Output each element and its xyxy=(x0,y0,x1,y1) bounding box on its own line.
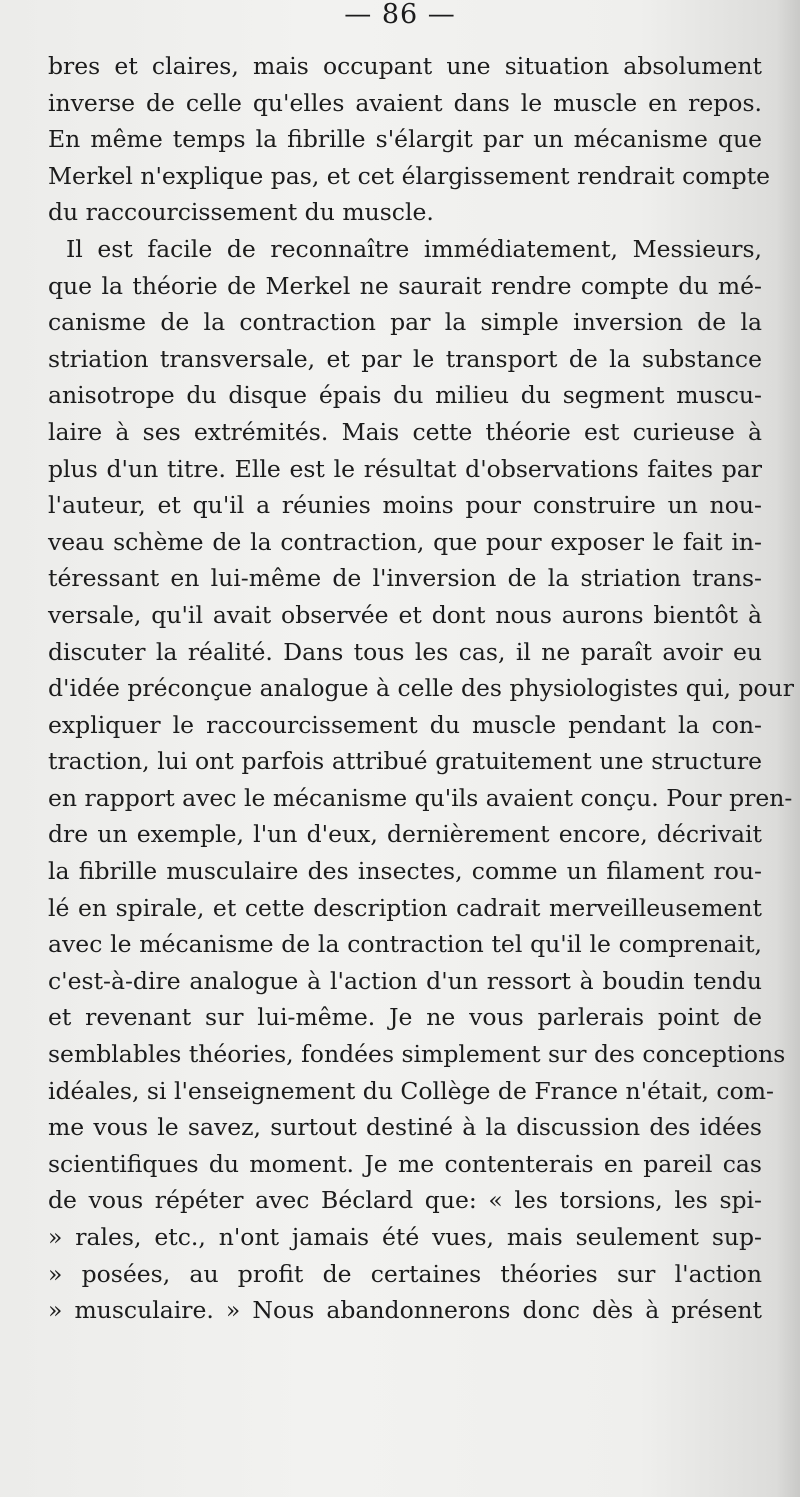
text-line: idéales, si l'enseignement du Collège de France n'était, com- xyxy=(48,1076,774,1105)
text-line: versale, qu'il avait observée et dont nous aurons bientôt à xyxy=(48,600,762,629)
text-line: » posées, au profit de certaines théories sur l'action xyxy=(48,1259,762,1288)
text-line: en rapport avec le mécanisme qu'ils avaient conçu. Pour pren- xyxy=(48,783,793,812)
text-line: traction, lui ont parfois attribué gratuitement une structure xyxy=(48,747,762,776)
page-number: — 86 — xyxy=(344,0,456,30)
text-line: laire à ses extrémités. Mais cette théorie est curieuse à xyxy=(48,417,762,446)
text-line: l'auteur, et qu'il a réunies moins pour construire un nou- xyxy=(48,491,762,520)
text-line: canisme de la contraction par la simple inversion de la xyxy=(48,308,762,337)
text-line: du raccourcissement du muscle. xyxy=(48,198,434,227)
text-line: plus d'un titre. Elle est le résultat d'observations faites par xyxy=(48,454,762,483)
text-line: bres et claires, mais occupant une situation absolument xyxy=(48,52,762,80)
text-line: me vous le savez, surtout destiné à la discussion des idées xyxy=(48,1113,762,1142)
text-line: que la théorie de Merkel ne saurait rendre compte du mé- xyxy=(48,271,762,300)
text-line: dre un exemple, l'un d'eux, dernièrement encore, décrivait xyxy=(48,820,762,849)
text-line: avec le mécanisme de la contraction tel qu'il le comprenait, xyxy=(48,930,762,959)
body-text xyxy=(48,48,794,1329)
text-line: veau schème de la contraction, que pour exposer le fait in- xyxy=(48,527,762,556)
text-line: c'est-à-dire analogue à l'action d'un ressort à boudin tendu xyxy=(48,966,762,995)
text-line: semblables théories, fondées simplement sur des conceptions xyxy=(48,1040,786,1069)
text-line: Il est facile de reconnaître immédiatement, Messieurs, xyxy=(66,234,762,263)
text-line: Merkel n'explique pas, et cet élargissement rendrait compte xyxy=(48,161,771,190)
text-line: En même temps la fibrille s'élargit par un mécanisme que xyxy=(48,125,762,154)
text-line: scientifiques du moment. Je me contenterais en pareil cas xyxy=(48,1149,762,1178)
text-line: la fibrille musculaire des insectes, comme un filament rou- xyxy=(48,857,762,886)
text-line: discuter la réalité. Dans tous les cas, il ne paraît avoir eu xyxy=(48,637,762,666)
text-line: striation transversale, et par le transport de la substance xyxy=(48,344,762,373)
text-line: expliquer le raccourcissement du muscle pendant la con- xyxy=(48,710,762,739)
text-line: » rales, etc., n'ont jamais été vues, mais seulement sup- xyxy=(48,1223,762,1251)
text-line: et revenant sur lui-même. Je ne vous parlerais point de xyxy=(48,1003,762,1032)
text-line: » musculaire. » Nous abandonnerons donc dès à présent xyxy=(48,1296,762,1325)
text-line: inverse de celle qu'elles avaient dans le muscle en repos. xyxy=(48,88,762,117)
text-line: de vous répéter avec Béclard que: « les torsions, les spi- xyxy=(48,1186,762,1215)
text-line: téressant en lui-même de l'inversion de la striation trans- xyxy=(48,564,762,593)
text-line: lé en spirale, et cette description cadrait merveilleusement xyxy=(48,893,762,922)
text-line: d'idée préconçue analogue à celle des physiologistes qui, pour xyxy=(48,674,794,703)
text-line: anisotrope du disque épais du milieu du segment muscu- xyxy=(48,381,762,410)
